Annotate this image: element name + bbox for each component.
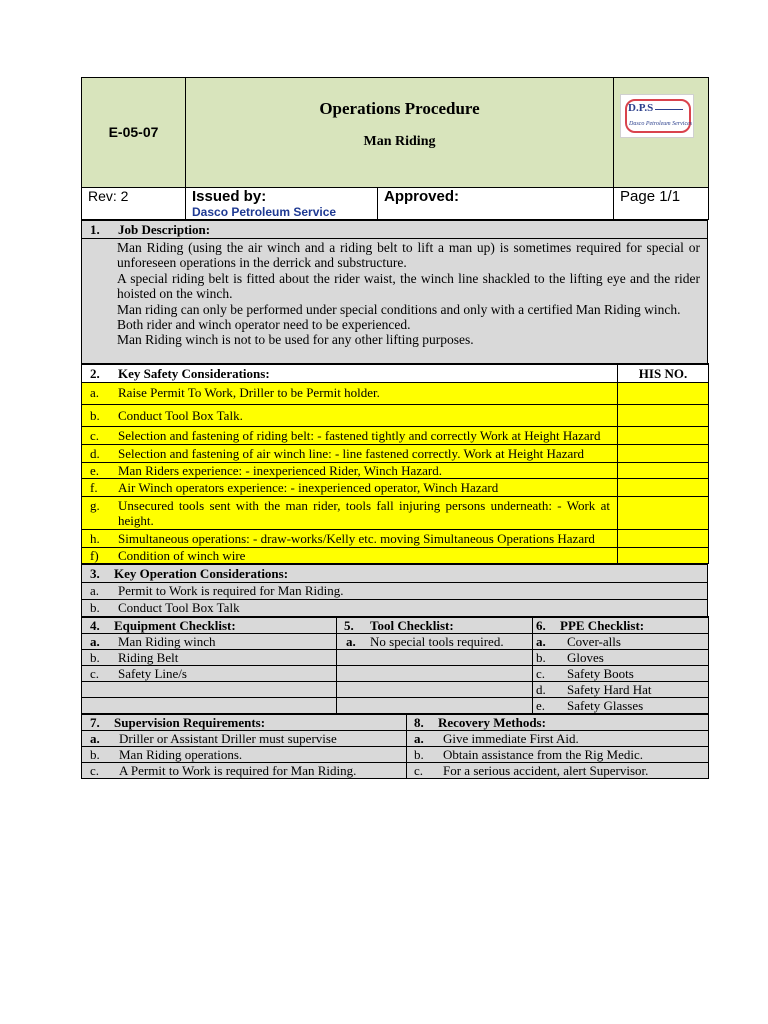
job-paragraph: Man Riding (using the air winch and a riding belt to lift a man up) is sometimes required for special or unforeseen operations in the derrick and substructure.: [117, 240, 700, 271]
his-no-cell: [618, 382, 709, 404]
page-number: Page 1/1: [614, 188, 709, 220]
operation-item: b. Conduct Tool Box Talk: [82, 599, 708, 616]
approved-label: Approved:: [378, 188, 614, 220]
document-code: E-05-07: [82, 78, 186, 188]
job-paragraph: Man riding can only be performed under special conditions and only with a certified Man Riding winch.: [117, 301, 681, 317]
checklist-table: [81, 616, 709, 714]
his-no-cell: [618, 478, 709, 496]
his-no-cell: [618, 529, 709, 547]
equipment-item: c. Safety Line/s: [82, 665, 337, 681]
supervision-heading: 7. Supervision Requirements:: [82, 714, 407, 731]
safety-item: c. Selection and fastening of riding belt: - fastened tightly and correctly Work at Height Hazard: [82, 426, 618, 444]
ppe-item: a. Cover-alls: [533, 633, 709, 649]
logo-subtext: Dasco Petroleum Services: [629, 121, 693, 127]
tool-item-empty: [337, 697, 533, 713]
logo-cell: [614, 78, 709, 188]
supervision-item: a. Driller or Assistant Driller must supervise: [82, 730, 407, 746]
job-paragraph: A special riding belt is fitted about the rider waist, the winch line shackled to the lifting eye and the rider hoisted on the winch.: [117, 270, 700, 302]
safety-item: d. Selection and fastening of air winch line: - line fastened correctly. Work at Height Hazard: [82, 444, 618, 462]
job-paragraph: Man Riding winch is not to be used for any other lifting purposes.: [117, 332, 474, 348]
tool-item-empty: [337, 665, 533, 681]
safety-item: b. Conduct Tool Box Talk.: [82, 404, 618, 426]
ppe-item: b. Gloves: [533, 649, 709, 665]
safety-item: a. Raise Permit To Work, Driller to be Permit holder.: [82, 382, 618, 404]
document-subtitle: Man Riding: [363, 134, 436, 149]
tool-item: a. No special tools required.: [337, 633, 533, 649]
supervision-recovery-table: [81, 713, 709, 779]
issued-by-value: Dasco Petroleum Service: [192, 205, 337, 219]
operation-heading: 3. Key Operation Considerations:: [82, 564, 708, 583]
equipment-item: a. Man Riding winch: [82, 633, 337, 649]
document-title: Operations Procedure: [319, 99, 480, 118]
safety-item: e. Man Riders experience: - inexperienced Rider, Winch Hazard.: [82, 462, 618, 478]
his-no-cell: [618, 404, 709, 426]
job-paragraph: Both rider and winch operator need to be experienced.: [117, 317, 411, 333]
his-no-cell: [618, 496, 709, 529]
his-no-cell: [618, 444, 709, 462]
supervision-item: c. A Permit to Work is required for Man Riding.: [82, 762, 407, 778]
equipment-heading: 4. Equipment Checklist:: [82, 617, 337, 634]
equipment-item: b. Riding Belt: [82, 649, 337, 665]
ppe-item: c. Safety Boots: [533, 665, 709, 681]
header-table: [81, 77, 709, 220]
equipment-item-empty: [82, 697, 337, 713]
safety-item: g. Unsecured tools sent with the man rider, tools fall injuring persons underneath: - Work at height.: [82, 496, 618, 529]
company-logo: [620, 94, 694, 138]
his-no-cell: [618, 426, 709, 444]
revision: Rev: 2: [82, 188, 186, 220]
safety-heading: 2. Key Safety Considerations:: [82, 364, 618, 383]
tool-item-empty: [337, 649, 533, 665]
safety-item: f. Air Winch operators experience: - inexperienced operator, Winch Hazard: [82, 478, 618, 496]
tool-item-empty: [337, 681, 533, 697]
his-no-cell: [618, 547, 709, 563]
ppe-item: e. Safety Glasses: [533, 697, 709, 713]
operation-item: a. Permit to Work is required for Man Riding.: [82, 582, 708, 599]
procedure-document: [81, 77, 708, 779]
recovery-item: a. Give immediate First Aid.: [407, 730, 709, 746]
issued-by-label: Issued by:: [192, 188, 267, 205]
safety-table: [81, 363, 709, 564]
job-description-body: [82, 239, 708, 364]
recovery-item: b. Obtain assistance from the Rig Medic.: [407, 746, 709, 762]
operation-table: [81, 563, 708, 617]
his-no-cell: [618, 462, 709, 478]
ppe-item: d. Safety Hard Hat: [533, 681, 709, 697]
job-description-table: [81, 219, 708, 364]
his-no-label: HIS NO.: [618, 364, 709, 383]
recovery-heading: 8. Recovery Methods:: [407, 714, 709, 731]
supervision-item: b. Man Riding operations.: [82, 746, 407, 762]
ppe-heading: 6. PPE Checklist:: [533, 617, 709, 634]
recovery-item: c. For a serious accident, alert Supervisor.: [407, 762, 709, 778]
safety-item: h. Simultaneous operations: - draw-works/Kelly etc. moving Simultaneous Operations Hazard: [82, 529, 618, 547]
tool-heading: 5. Tool Checklist:: [337, 617, 533, 634]
logo-text: D.P.S: [628, 102, 654, 114]
equipment-item-empty: [82, 681, 337, 697]
job-description-heading: 1. Job Description:: [82, 220, 708, 239]
safety-item: f) Condition of winch wire: [82, 547, 618, 563]
